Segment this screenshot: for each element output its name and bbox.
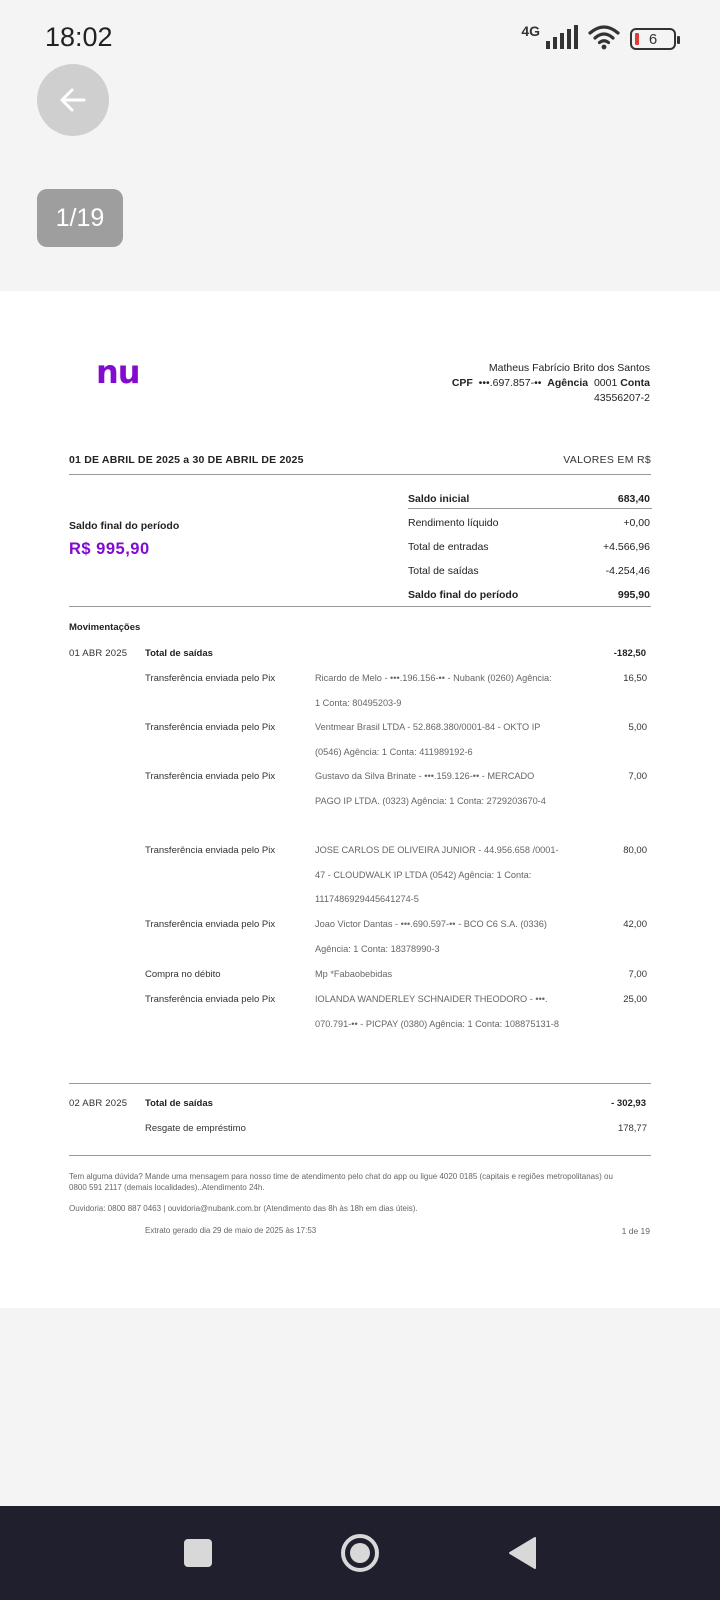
transaction-amount: 178,77 (617, 1123, 647, 1134)
day-total-value: - 302,93 (611, 1098, 646, 1109)
transaction-description: Ventmear Brasil LTDA - 52.868.380/0001-84 - OKTO IP (0546) Agência: 1 Conta: 411989192-6 (315, 722, 541, 757)
transaction-amount: 16,50 (623, 673, 647, 684)
transaction-description: Gustavo da Silva Brinate - •••.159.126-•• - MERCADO PAGO IP LTDA. (0323) Agência: 1 Conta: 2729203670-4 (315, 771, 546, 806)
conta-value: 43556207-2 (593, 392, 650, 404)
transaction-type: Transferência enviada pelo Pix (145, 845, 276, 856)
transaction-type: Compra no débito (145, 969, 221, 980)
conta-label: Conta (620, 377, 650, 389)
divider (69, 606, 651, 607)
transaction-amount: 80,00 (623, 845, 647, 856)
transaction-type: Transferência enviada pelo Pix (145, 919, 276, 930)
transaction-amount: 7,00 (628, 969, 647, 980)
network-type: 4G (521, 23, 540, 39)
battery-icon (630, 28, 676, 50)
transaction-description: Mp *Fabaobebidas (315, 969, 393, 979)
summary-row: Total de entradas +4.566,96 (408, 541, 650, 553)
transaction-description: IOLANDA WANDERLEY SCHNAIDER THEODORO - •••. 070.791-•• - PICPAY (0380) Agência: 1 Conta: 108875131-8 (315, 994, 559, 1029)
cpf-value: •••.697.857-•• (478, 377, 542, 389)
transaction-amount: 42,00 (623, 919, 647, 930)
arrow-left-icon (58, 85, 88, 115)
battery-level: 6 (648, 30, 658, 48)
navigation-bar (0, 1506, 720, 1600)
summary-row: Saldo final do período 995,90 (408, 589, 650, 601)
transaction-description: Joao Victor Dantas - •••.690.597-•• - BCO C6 S.A. (0336) Agência: 1 Conta: 18378990-3 (315, 919, 547, 954)
cpf-label: CPF (451, 377, 473, 389)
transaction-amount: 5,00 (628, 722, 647, 733)
agencia-value: 0001 (593, 377, 618, 389)
page-of: 1 de 19 (621, 1226, 650, 1236)
day-total-value: -182,50 (613, 648, 646, 659)
footer-help-text: Tem alguma dúvida? Mande uma mensagem para nosso time de atendimento pelo chat do app ou ligue 4020 0185 (capitais e regiões metropolitanas) ou 0800 591 2117 (demais localidades)..Atendimento 24h. (69, 1172, 613, 1192)
day-total-label: Total de saídas (145, 1098, 213, 1109)
transaction-description: JOSE CARLOS DE OLIVEIRA JUNIOR - 44.956.658 /0001-47 - CLOUDWALK IP LTDA (0542) Agência: 1 Conta: 1117486929445641274-5 (315, 845, 559, 904)
summary-row: Rendimento líquido +0,00 (408, 517, 650, 529)
divider (69, 474, 651, 475)
triangle-back-icon (507, 1536, 537, 1570)
day-total-label: Total de saídas (145, 648, 213, 659)
statement-period: 01 DE ABRIL DE 2025 a 30 DE ABRIL DE 2025 (69, 454, 304, 466)
recents-button[interactable] (158, 1506, 238, 1600)
movements-title: Movimentações (69, 622, 141, 633)
page-counter: 1/19 (37, 189, 123, 247)
home-button[interactable] (320, 1506, 400, 1600)
transaction-type: Transferência enviada pelo Pix (145, 994, 276, 1005)
divider (69, 1155, 651, 1156)
back-button[interactable] (37, 64, 109, 136)
currency-note: VALORES EM R$ (563, 454, 651, 466)
summary-row: Total de saídas -4.254,46 (408, 565, 650, 577)
summary-row: Saldo inicial 683,40 (408, 493, 650, 505)
signal-icon (544, 25, 578, 53)
status-time: 18:02 (45, 22, 113, 52)
day-date: 02 ABR 2025 (69, 1098, 128, 1109)
holder-ids (452, 376, 650, 391)
square-icon (183, 1538, 213, 1568)
saldo-final-label: Saldo final do período (69, 520, 180, 532)
footer-ouvidoria: Ouvidoria: 0800 887 0463 | ouvidoria@nubank.com.br (Atendimento das 8h às 18h em dias úteis). (69, 1204, 418, 1213)
status-icons (521, 24, 676, 54)
day-date: 01 ABR 2025 (69, 648, 128, 659)
transaction-type: Transferência enviada pelo Pix (145, 771, 276, 782)
nav-back-button[interactable] (482, 1506, 562, 1600)
agencia-label: Agência (547, 377, 589, 389)
transaction-amount: 25,00 (623, 994, 647, 1005)
holder-name: Matheus Fabrício Brito dos Santos (488, 362, 650, 374)
extrato-generated: Extrato gerado dia 29 de maio de 2025 às 17:53 (145, 1226, 317, 1235)
statement-page (0, 291, 720, 1308)
transaction-type: Resgate de empréstimo (145, 1123, 246, 1134)
account-holder-block (452, 361, 650, 406)
saldo-final-value: R$ 995,90 (69, 540, 150, 558)
transaction-type: Transferência enviada pelo Pix (145, 722, 276, 733)
transaction-amount: 7,00 (628, 771, 647, 782)
transaction-description: Ricardo de Melo - •••.196.156-•• - Nubank (0260) Agência: 1 Conta: 80495203-9 (315, 673, 552, 708)
transaction-type: Transferência enviada pelo Pix (145, 673, 276, 684)
divider (69, 1083, 651, 1084)
summary-table (408, 487, 652, 607)
circle-icon (340, 1533, 380, 1573)
wifi-icon (588, 24, 620, 54)
nubank-logo: nu (96, 353, 140, 391)
summary-divider (408, 508, 652, 509)
status-bar (0, 0, 720, 78)
